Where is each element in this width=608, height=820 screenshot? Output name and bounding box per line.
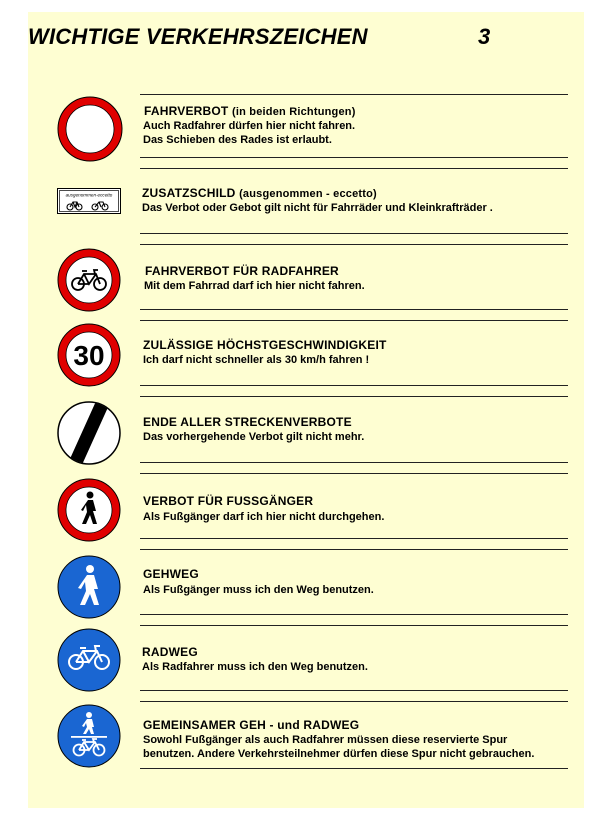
writing-line [140, 157, 568, 158]
writing-line [140, 396, 568, 397]
sign-heading: FAHRVERBOT (in beiden Richtungen) [144, 104, 356, 118]
writing-line [140, 473, 568, 474]
writing-line [140, 549, 568, 550]
sign-description: Sowohl Fußgänger als auch Radfahrer müssen diese reservierte Spur benutzen. Andere Verkehrsteilnehmer dürfen diese Spur nicht gebrauchen. [143, 734, 535, 760]
writing-line [140, 538, 568, 539]
writing-line [140, 244, 568, 245]
writing-line [140, 94, 568, 95]
sign-description: Als Radfahrer muss ich den Weg benutzen. [142, 661, 368, 673]
sign-heading: GEMEINSAMER GEH - und RADWEG [143, 718, 360, 732]
plate-text: ausgenommen-eccetto [65, 192, 113, 198]
sign-description: Ich darf nicht schneller als 30 km/h fahren ! [143, 354, 370, 366]
sign-heading: FAHRVERBOT FÜR RADFAHRER [145, 264, 339, 278]
sign-heading: ZUSATZSCHILD (ausgenommen - eccetto) [142, 186, 377, 200]
no-vehicles-sign-icon [57, 96, 123, 162]
sign-heading: ENDE ALLER STRECKENVERBOTE [143, 415, 352, 429]
sign-heading: GEHWEG [143, 567, 199, 581]
speed-limit-text: 30 [73, 340, 105, 371]
cycle-path-sign-icon [57, 628, 121, 692]
page-number: 3 [478, 24, 491, 49]
sign-description: Das Verbot oder Gebot gilt nicht für Fahrräder und Kleinkrafträder . [142, 202, 493, 214]
writing-line [140, 385, 568, 386]
sign-heading: ZULÄSSIGE HÖCHSTGESCHWINDIGKEIT [143, 338, 387, 352]
page-title: WICHTIGE VERKEHRSZEICHEN [28, 24, 368, 49]
writing-line [140, 690, 568, 691]
sign-description: Mit dem Fahrrad darf ich hier nicht fahren. [144, 280, 365, 292]
writing-line [140, 462, 568, 463]
supplementary-plate-icon [57, 188, 121, 214]
sign-heading: RADWEG [142, 645, 198, 659]
writing-line [140, 625, 568, 626]
writing-line [140, 168, 568, 169]
writing-line [140, 768, 568, 769]
writing-line [140, 233, 568, 234]
shared-path-sign-icon [57, 704, 121, 768]
end-of-restrictions-sign-icon [57, 401, 121, 465]
sign-description: Das vorhergehende Verbot gilt nicht mehr. [143, 431, 365, 443]
no-bicycles-sign-icon [57, 248, 121, 312]
sign-heading: VERBOT FÜR FUSSGÄNGER [143, 494, 314, 508]
sign-description: Als Fußgänger darf ich hier nicht durchgehen. [143, 511, 385, 523]
no-pedestrians-sign-icon [57, 478, 121, 542]
footpath-sign-icon [57, 555, 121, 619]
sign-description: Auch Radfahrer dürfen hier nicht fahren. Das Schieben des Rades ist erlaubt. [143, 120, 356, 146]
speed-limit-sign-icon [57, 323, 121, 387]
writing-line [140, 320, 568, 321]
writing-line [140, 701, 568, 702]
writing-line [140, 614, 568, 615]
writing-line [140, 309, 568, 310]
sign-description: Als Fußgänger muss ich den Weg benutzen. [143, 584, 374, 596]
